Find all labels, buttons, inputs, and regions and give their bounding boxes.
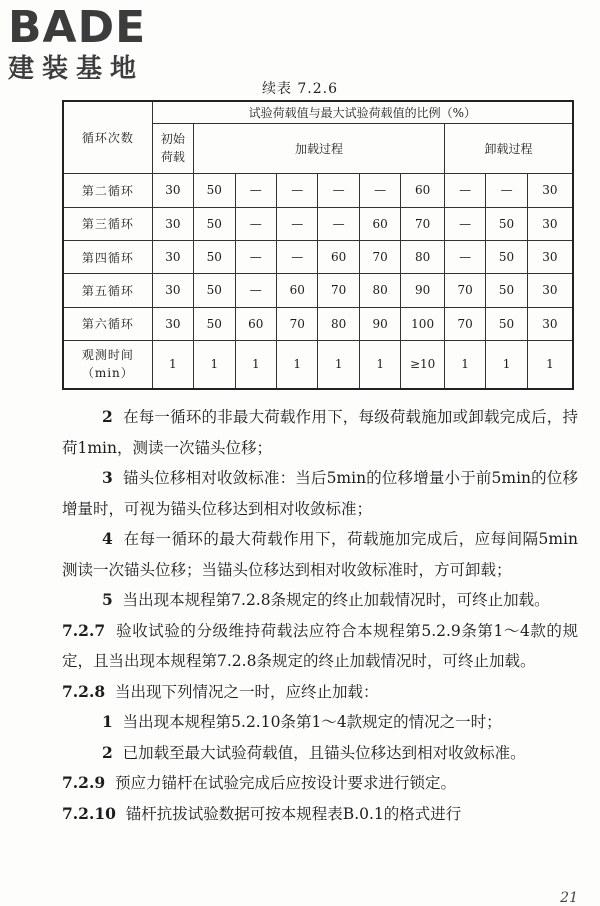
cell: 70: [444, 307, 485, 340]
load-ratio-table: [62, 100, 574, 390]
cell: 30: [152, 307, 193, 340]
logo-wordmark: BADE: [8, 2, 147, 53]
cell: —: [486, 174, 527, 207]
paragraph-text: 当出现本规程第7.2.8条规定的终止加载情况时，可终止加载。: [122, 591, 550, 609]
row-label: 观测时间（min）: [63, 340, 152, 389]
cell: —: [318, 174, 359, 207]
cell: 1: [527, 340, 573, 389]
row-label: 第三循环: [63, 207, 152, 240]
cell: 60: [318, 240, 359, 273]
header-initial-load: 初始荷载: [152, 123, 193, 174]
cell: 1: [318, 340, 359, 389]
item-number: 5: [102, 590, 113, 609]
cell: —: [277, 240, 318, 273]
cell: 60: [235, 307, 276, 340]
row-label: 第四循环: [63, 240, 152, 273]
page-number: 21: [560, 890, 578, 906]
cell: 100: [401, 307, 445, 340]
table-row: [63, 174, 573, 207]
cell: 1: [486, 340, 527, 389]
paragraph: [62, 738, 578, 769]
cell: 30: [527, 240, 573, 273]
cell: —: [235, 207, 276, 240]
paragraph-text: 验收试验的分级维持荷载法应符合本规程第5.2.9条第1～4款的规定，且当出现本规程第7.2.8条规定的终止加载情况时，可终止加载。: [62, 621, 578, 670]
paragraph: [62, 524, 578, 585]
section-paragraph: [62, 616, 578, 677]
cell: 1: [235, 340, 276, 389]
paragraph: [62, 402, 578, 463]
cell: 60: [359, 207, 400, 240]
paragraph-text: 已加载至最大试验荷载值，且锚头位移达到相对收敛标准。: [122, 743, 526, 762]
cell: 1: [194, 340, 235, 389]
cell: 1: [444, 340, 485, 389]
cell: 30: [527, 174, 573, 207]
cell: 80: [359, 274, 400, 307]
cell: 30: [152, 274, 193, 307]
cell: 90: [359, 307, 400, 340]
cell: 60: [401, 174, 445, 207]
item-number: 3: [102, 468, 113, 487]
cell: —: [277, 174, 318, 207]
paragraph: [62, 707, 578, 738]
paragraph-text: 在每一循环的非最大荷载作用下，每级荷载施加或卸载完成后，持荷1min，测读一次锚头位移；: [62, 408, 578, 457]
header-ratio-title: 试验荷载值与最大试验荷载值的比例（%）: [152, 101, 573, 123]
header-unloading: 卸载过程: [444, 123, 573, 174]
cell: 30: [152, 240, 193, 273]
cell: 1: [359, 340, 400, 389]
header-cycle-count: 循环次数: [63, 101, 152, 174]
table-row: [63, 240, 573, 273]
cell: 50: [194, 240, 235, 273]
table-row: [63, 340, 573, 389]
cell: 50: [194, 207, 235, 240]
cell: —: [235, 240, 276, 273]
cell: ≥10: [401, 340, 445, 389]
cell: —: [318, 207, 359, 240]
cell: 1: [152, 340, 193, 389]
paragraph-text: 当出现下列情况之一时，应终止加载：: [115, 682, 379, 701]
cell: —: [235, 274, 276, 307]
cell: 50: [194, 274, 235, 307]
table-row: [63, 274, 573, 307]
cell: 50: [486, 307, 527, 340]
cell: —: [444, 174, 485, 207]
paragraph-text: 预应力锚杆在试验完成后应按设计要求进行锁定。: [115, 774, 457, 792]
paragraph-text: 当出现本规程第5.2.10条第1～4款规定的情况之一时；: [122, 713, 502, 731]
cell: 70: [359, 240, 400, 273]
table-row: [63, 207, 573, 240]
cell: 30: [152, 174, 193, 207]
cell: 30: [527, 207, 573, 240]
cell: 50: [486, 240, 527, 273]
cell: —: [444, 207, 485, 240]
cell: 70: [318, 274, 359, 307]
paragraph: [62, 585, 578, 616]
cell: 50: [194, 174, 235, 207]
paragraph: [62, 463, 578, 524]
item-number: 2: [102, 407, 113, 426]
cell: 60: [277, 274, 318, 307]
cell: 50: [194, 307, 235, 340]
paragraph-text: 在每一循环的最大荷载作用下，荷载施加完成后，应每间隔5min测读一次锚头位移；当锚头位移达到相对收敛标准时，方可卸载；: [62, 530, 578, 579]
cell: 80: [318, 307, 359, 340]
cell: —: [359, 174, 400, 207]
item-number: 4: [102, 529, 113, 548]
cell: 70: [401, 207, 445, 240]
section-paragraph: [62, 677, 578, 708]
paragraph-text: 锚头位移相对收敛标准：当后5min的位移增量小于前5min的位移增量时，可视为锚头位移达到相对收敛标准；: [62, 469, 578, 518]
item-number: 1: [102, 712, 113, 731]
cell: 1: [277, 340, 318, 389]
body-text: [62, 402, 578, 829]
section-paragraph: [62, 799, 578, 830]
cell: 70: [444, 274, 485, 307]
cell: —: [235, 174, 276, 207]
paragraph-text: 锚杆抗拔试验数据可按本规程表B.0.1的格式进行: [125, 804, 462, 823]
cell: —: [277, 207, 318, 240]
cell: 90: [401, 274, 445, 307]
row-label: 第五循环: [63, 274, 152, 307]
bade-logo: [8, 4, 178, 84]
cell: 50: [486, 207, 527, 240]
cell: 30: [152, 207, 193, 240]
cell: 80: [401, 240, 445, 273]
cell: 50: [486, 274, 527, 307]
section-number: 7.2.7: [62, 620, 106, 640]
table-row: [63, 307, 573, 340]
section-number: 7.2.9: [62, 773, 106, 792]
cell: 70: [277, 307, 318, 340]
section-number: 7.2.10: [62, 803, 116, 823]
table-caption: 续表 7.2.6: [261, 81, 339, 97]
section-paragraph: [62, 768, 578, 799]
row-label: 第六循环: [63, 307, 152, 340]
row-label: 第二循环: [63, 174, 152, 207]
cell: 30: [527, 307, 573, 340]
section-number: 7.2.8: [62, 681, 106, 701]
header-loading: 加载过程: [194, 123, 445, 174]
cell: 30: [527, 274, 573, 307]
logo-subtitle: 建装基地: [8, 54, 145, 84]
cell: —: [444, 240, 485, 273]
item-number: 2: [102, 742, 113, 762]
